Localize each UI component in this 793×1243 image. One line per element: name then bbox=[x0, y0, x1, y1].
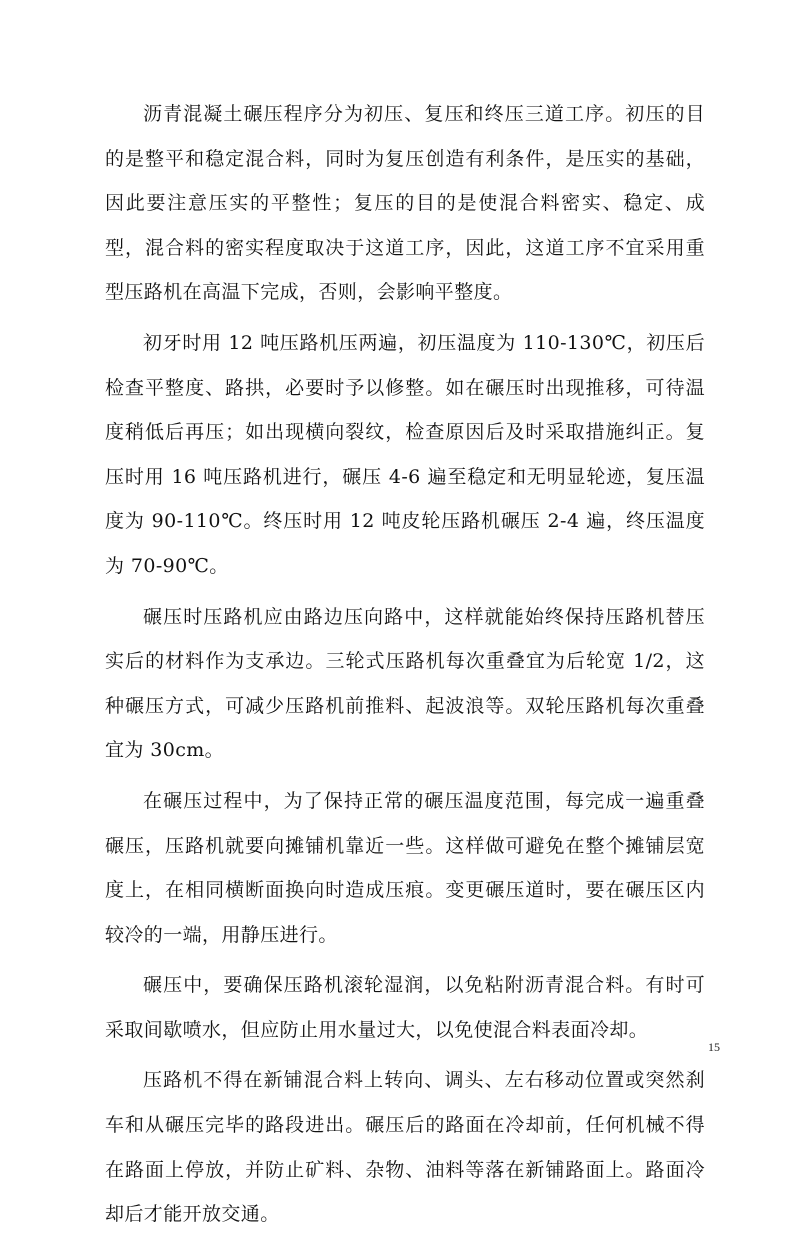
paragraph-compaction-procedure: 沥青混凝土碾压程序分为初压、复压和终压三道工序。初压的目的是整平和稳定混合料，同时为复压创造有利条件，是压实的基础，因此要注意压实的平整性；复压的目的是使混合料密实、稳定、成型，混合料的密实程度取决于这道工序，因此，这道工序不宜采用重型压路机在高温下完成，否则，会影响平整度。 bbox=[105, 103, 705, 304]
paragraph-roller-restrictions: 压路机不得在新铺混合料上转向、调头、左右移动位置或突然刹车和从碾压完毕的路段进出。碾压后的路面在冷却前，任何机械不得在路面上停放，并防止矿料、杂物、油料等落在新铺路面上。路面冷却后才能开放交通。 bbox=[105, 1069, 705, 1226]
paragraph-compaction-process: 在碾压过程中，为了保持正常的碾压温度范围，每完成一遍重叠碾压，压路机就要向摊铺机靠近一些。这样做可避免在整个摊铺层宽度上，在相同横断面换向时造成压痕。变更碾压道时，要在碾压区内较冷的一端，用静压进行。 bbox=[105, 789, 705, 946]
paragraph-roller-direction: 碾压时压路机应由路边压向路中，这样就能始终保持压路机替压实后的材料作为支承边。三轮式压路机每次重叠宜为后轮宽 1/2，这种碾压方式，可减少压路机前推料、起波浪等。双轮压路机每次重叠宜为 30cm。 bbox=[105, 605, 705, 762]
paragraph-initial-compaction: 初牙时用 12 吨压路机压两遍，初压温度为 110-130℃，初压后检查平整度、路拱，必要时予以修整。如在碾压时出现推移，可待温度稍低后再压；如出现横向裂纹，检查原因后及时采取措施纠正。复压时用 16 吨压路机进行，碾压 4-6 遍至稳定和无明显轮迹，复压温度为 90-110℃。终压时用 12 吨皮轮压路机碾压 2-4 遍，终压温度为 70-90℃。 bbox=[105, 331, 705, 577]
page-number: 15 bbox=[708, 1040, 720, 1054]
body-text bbox=[105, 92, 705, 1243]
paragraph-roller-wetting: 碾压中，要确保压路机滚轮湿润，以免粘附沥青混合料。有时可采取间歇喷水，但应防止用水量过大，以免使混合料表面冷却。 bbox=[105, 974, 705, 1041]
